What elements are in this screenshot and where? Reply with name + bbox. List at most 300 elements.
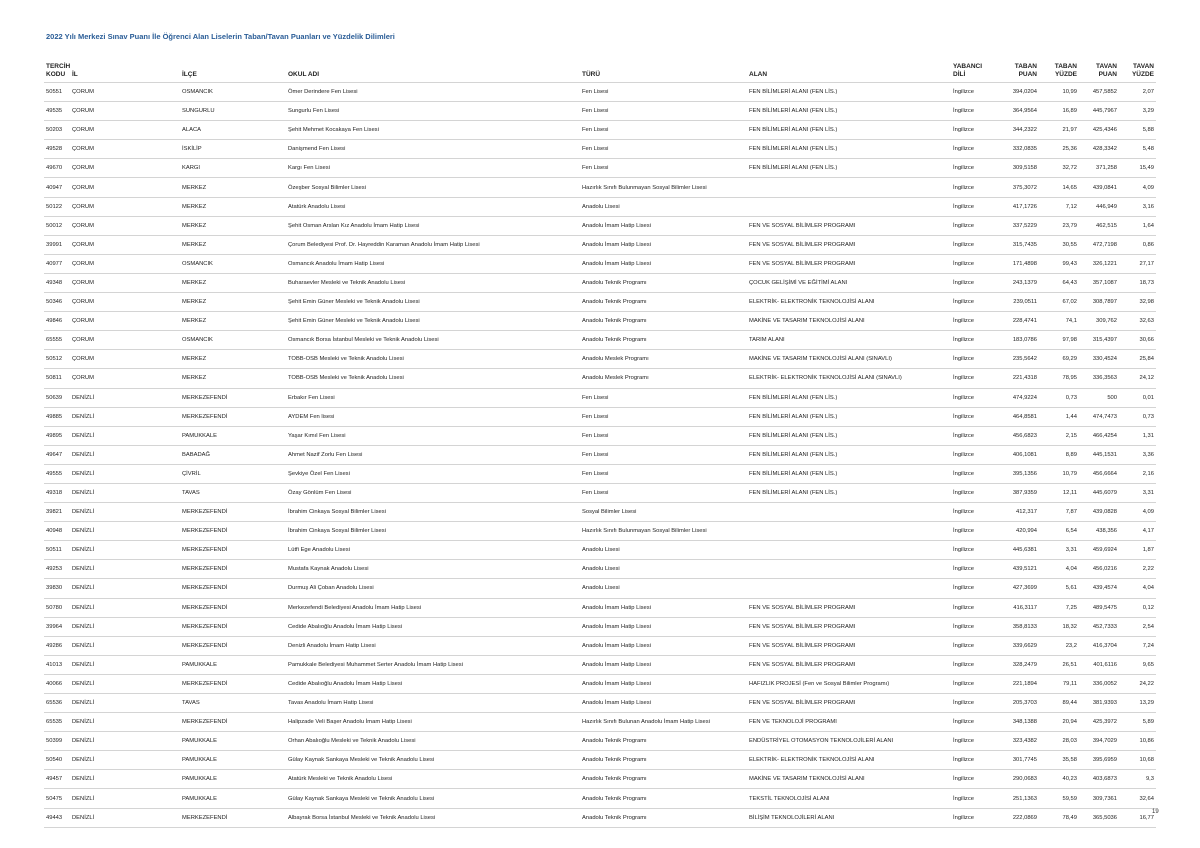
- cell-alan: ELEKTRİK- ELEKTRONİK TEKNOLOJİSİ ALANI: [747, 751, 951, 770]
- cell-il: DENİZLİ: [70, 789, 180, 808]
- cell-tercih-kodu: 50399: [44, 732, 70, 751]
- cell-yabanci-dili: İngilizce: [951, 674, 997, 693]
- cell-turu: Anadolu Teknik Programı: [580, 312, 747, 331]
- cell-tavan-yuzde: 2,07: [1119, 83, 1156, 102]
- cell-tercih-kodu: 49555: [44, 464, 70, 483]
- cell-taban-puan: 171,4898: [997, 254, 1039, 273]
- cell-alan: [747, 541, 951, 560]
- cell-il: ÇORUM: [70, 178, 180, 197]
- cell-tavan-puan: 500: [1079, 388, 1119, 407]
- cell-taban-puan: 406,1081: [997, 445, 1039, 464]
- table-row: [44, 598, 1156, 617]
- cell-ilce: OSMANCIK: [180, 83, 286, 102]
- cell-turu: Hazırlık Sınıfı Bulunmayan Sosyal Bilimler Lisesi: [580, 522, 747, 541]
- header-tavan-yuzde: TAVAN YÜZDE: [1131, 63, 1154, 78]
- cell-taban-yuzde: 14,65: [1039, 178, 1079, 197]
- cell-tavan-yuzde: 9,65: [1119, 655, 1156, 674]
- table-row: [44, 254, 1156, 273]
- cell-tavan-puan: 438,356: [1079, 522, 1119, 541]
- cell-tavan-puan: 425,4346: [1079, 121, 1119, 140]
- cell-taban-yuzde: 7,12: [1039, 197, 1079, 216]
- cell-il: ÇORUM: [70, 293, 180, 312]
- cell-alan: BİLİŞİM TEKNOLOJİLERİ ALANI: [747, 808, 951, 827]
- cell-taban-puan: 339,6629: [997, 636, 1039, 655]
- cell-tercih-kodu: 50346: [44, 293, 70, 312]
- cell-yabanci-dili: İngilizce: [951, 789, 997, 808]
- cell-taban-puan: 221,4318: [997, 369, 1039, 388]
- cell-turu: Fen Lisesi: [580, 140, 747, 159]
- cell-tavan-yuzde: 32,63: [1119, 312, 1156, 331]
- cell-tavan-yuzde: 3,31: [1119, 483, 1156, 502]
- cell-okul-adi: Merkezefendi Belediyesi Anadolu İmam Hatip Lisesi: [286, 598, 580, 617]
- header-ilce: İLÇE: [182, 71, 197, 78]
- cell-il: ÇORUM: [70, 235, 180, 254]
- cell-tavan-puan: 425,3972: [1079, 713, 1119, 732]
- schools-table: [44, 54, 1156, 828]
- cell-tavan-puan: 445,6079: [1079, 483, 1119, 502]
- table-row: [44, 464, 1156, 483]
- cell-turu: Anadolu Teknik Programı: [580, 732, 747, 751]
- cell-taban-puan: 395,1356: [997, 464, 1039, 483]
- cell-tavan-puan: 326,1221: [1079, 254, 1119, 273]
- table-row: [44, 216, 1156, 235]
- cell-ilce: MERKEZEFENDİ: [180, 598, 286, 617]
- cell-turu: Anadolu İmam Hatip Lisesi: [580, 636, 747, 655]
- cell-turu: Fen Lisesi: [580, 445, 747, 464]
- cell-il: DENİZLİ: [70, 522, 180, 541]
- cell-ilce: MERKEZEFENDİ: [180, 503, 286, 522]
- table-row: [44, 560, 1156, 579]
- cell-taban-yuzde: 20,94: [1039, 713, 1079, 732]
- cell-tavan-puan: 403,6873: [1079, 770, 1119, 789]
- cell-tavan-puan: 428,3342: [1079, 140, 1119, 159]
- cell-yabanci-dili: İngilizce: [951, 426, 997, 445]
- cell-tavan-yuzde: 3,16: [1119, 197, 1156, 216]
- cell-yabanci-dili: İngilizce: [951, 655, 997, 674]
- table-row: [44, 770, 1156, 789]
- cell-taban-yuzde: 97,98: [1039, 331, 1079, 350]
- cell-tavan-puan: 474,7473: [1079, 407, 1119, 426]
- cell-ilce: MERKEZ: [180, 197, 286, 216]
- cell-il: DENİZLİ: [70, 426, 180, 445]
- cell-taban-yuzde: 18,32: [1039, 617, 1079, 636]
- cell-turu: Anadolu Teknik Programı: [580, 331, 747, 350]
- cell-tavan-yuzde: 3,36: [1119, 445, 1156, 464]
- cell-tavan-puan: 439,4574: [1079, 579, 1119, 598]
- table-row: [44, 369, 1156, 388]
- cell-ilce: OSMANCIK: [180, 254, 286, 273]
- cell-tavan-puan: 401,6116: [1079, 655, 1119, 674]
- cell-tavan-puan: 456,6664: [1079, 464, 1119, 483]
- table-row: [44, 483, 1156, 502]
- cell-taban-yuzde: 16,89: [1039, 102, 1079, 121]
- cell-turu: Fen Lisesi: [580, 407, 747, 426]
- cell-ilce: ALACA: [180, 121, 286, 140]
- cell-alan: [747, 503, 951, 522]
- cell-tavan-yuzde: 1,87: [1119, 541, 1156, 560]
- cell-alan: FEN VE SOSYAL BİLİMLER PROGRAMI: [747, 235, 951, 254]
- cell-yabanci-dili: İngilizce: [951, 159, 997, 178]
- cell-okul-adi: Danişmend Fen Lisesi: [286, 140, 580, 159]
- cell-yabanci-dili: İngilizce: [951, 636, 997, 655]
- cell-yabanci-dili: İngilizce: [951, 331, 997, 350]
- cell-turu: Anadolu İmam Hatip Lisesi: [580, 235, 747, 254]
- cell-alan: [747, 560, 951, 579]
- cell-taban-puan: 427,3699: [997, 579, 1039, 598]
- cell-yabanci-dili: İngilizce: [951, 579, 997, 598]
- cell-tavan-puan: 456,0216: [1079, 560, 1119, 579]
- cell-okul-adi: Pamukkale Belediyesi Muhammet Serter Anadolu İmam Hatip Lisesi: [286, 655, 580, 674]
- cell-ilce: MERKEZ: [180, 312, 286, 331]
- cell-ilce: MERKEZ: [180, 369, 286, 388]
- table-row: [44, 388, 1156, 407]
- cell-yabanci-dili: İngilizce: [951, 694, 997, 713]
- cell-ilce: KARGI: [180, 159, 286, 178]
- header-tercih-kodu: TERCİH KODU: [46, 63, 71, 78]
- cell-yabanci-dili: İngilizce: [951, 312, 997, 331]
- cell-okul-adi: Cedide Abalıoğlu Anadolu İmam Hatip Lisesi: [286, 674, 580, 693]
- cell-yabanci-dili: İngilizce: [951, 273, 997, 292]
- cell-tercih-kodu: 49528: [44, 140, 70, 159]
- cell-taban-yuzde: 35,58: [1039, 751, 1079, 770]
- cell-tavan-puan: 457,5852: [1079, 83, 1119, 102]
- cell-yabanci-dili: İngilizce: [951, 503, 997, 522]
- cell-tavan-yuzde: 25,84: [1119, 350, 1156, 369]
- cell-alan: FEN BİLİMLERİ ALANI (FEN LİS.): [747, 159, 951, 178]
- cell-tercih-kodu: 39964: [44, 617, 70, 636]
- cell-alan: FEN BİLİMLERİ ALANI (FEN LİS.): [747, 445, 951, 464]
- cell-taban-yuzde: 74,1: [1039, 312, 1079, 331]
- cell-yabanci-dili: İngilizce: [951, 350, 997, 369]
- cell-il: ÇORUM: [70, 273, 180, 292]
- cell-il: DENİZLİ: [70, 541, 180, 560]
- cell-tavan-puan: 439,0841: [1079, 178, 1119, 197]
- cell-taban-puan: 309,5158: [997, 159, 1039, 178]
- cell-alan: FEN VE SOSYAL BİLİMLER PROGRAMI: [747, 216, 951, 235]
- cell-il: DENİZLİ: [70, 617, 180, 636]
- cell-okul-adi: Yaşar Kımıl Fen Lisesi: [286, 426, 580, 445]
- cell-ilce: PAMUKKALE: [180, 751, 286, 770]
- cell-taban-puan: 445,6381: [997, 541, 1039, 560]
- document-title: 2022 Yılı Merkezi Sınav Puanı İle Öğrenci Alan Liselerin Taban/Tavan Puanları ve Yüzdelik Dilimleri: [46, 32, 395, 41]
- cell-il: ÇORUM: [70, 102, 180, 121]
- cell-yabanci-dili: İngilizce: [951, 388, 997, 407]
- cell-tavan-yuzde: 0,73: [1119, 407, 1156, 426]
- cell-tavan-puan: 395,6959: [1079, 751, 1119, 770]
- cell-il: DENİZLİ: [70, 694, 180, 713]
- cell-tavan-puan: 308,7897: [1079, 293, 1119, 312]
- table-row: [44, 273, 1156, 292]
- cell-tavan-yuzde: 32,64: [1119, 789, 1156, 808]
- cell-yabanci-dili: İngilizce: [951, 598, 997, 617]
- cell-alan: FEN BİLİMLERİ ALANI (FEN LİS.): [747, 140, 951, 159]
- table-row: [44, 789, 1156, 808]
- cell-alan: FEN VE TEKNOLOJİ PROGRAMI: [747, 713, 951, 732]
- cell-taban-yuzde: 30,55: [1039, 235, 1079, 254]
- cell-tavan-yuzde: 4,09: [1119, 178, 1156, 197]
- cell-ilce: MERKEZ: [180, 273, 286, 292]
- cell-yabanci-dili: İngilizce: [951, 407, 997, 426]
- cell-tavan-yuzde: 24,22: [1119, 674, 1156, 693]
- cell-ilce: İSKİLİP: [180, 140, 286, 159]
- cell-okul-adi: Şehit Mehmet Kocakaya Fen Lisesi: [286, 121, 580, 140]
- cell-tercih-kodu: 40977: [44, 254, 70, 273]
- cell-tavan-yuzde: 5,48: [1119, 140, 1156, 159]
- cell-ilce: MERKEZEFENDİ: [180, 579, 286, 598]
- cell-tercih-kodu: 50122: [44, 197, 70, 216]
- cell-taban-yuzde: 4,04: [1039, 560, 1079, 579]
- cell-taban-puan: 337,5229: [997, 216, 1039, 235]
- cell-tercih-kodu: 50780: [44, 598, 70, 617]
- table-row: [44, 579, 1156, 598]
- cell-okul-adi: Denizli Anadolu İmam Hatip Lisesi: [286, 636, 580, 655]
- table-row: [44, 159, 1156, 178]
- cell-tercih-kodu: 40947: [44, 178, 70, 197]
- cell-alan: ELEKTRİK- ELEKTRONİK TEKNOLOJİSİ ALANI: [747, 293, 951, 312]
- cell-tavan-puan: 489,5475: [1079, 598, 1119, 617]
- cell-taban-puan: 417,1726: [997, 197, 1039, 216]
- cell-alan: FEN VE SOSYAL BİLİMLER PROGRAMI: [747, 694, 951, 713]
- cell-tercih-kodu: 50203: [44, 121, 70, 140]
- cell-tavan-yuzde: 16,77: [1119, 808, 1156, 827]
- cell-il: ÇORUM: [70, 140, 180, 159]
- table-row: [44, 235, 1156, 254]
- cell-ilce: ÇİVRİL: [180, 464, 286, 483]
- cell-ilce: MERKEZEFENDİ: [180, 674, 286, 693]
- table-row: [44, 713, 1156, 732]
- cell-ilce: OSMANCIK: [180, 331, 286, 350]
- cell-turu: Fen Lisesi: [580, 388, 747, 407]
- cell-tavan-puan: 466,4254: [1079, 426, 1119, 445]
- cell-ilce: PAMUKKALE: [180, 426, 286, 445]
- cell-tercih-kodu: 49535: [44, 102, 70, 121]
- cell-turu: Sosyal Bilimler Lisesi: [580, 503, 747, 522]
- cell-il: ÇORUM: [70, 197, 180, 216]
- cell-okul-adi: İbrahim Cinkaya Sosyal Bilimler Lisesi: [286, 522, 580, 541]
- cell-turu: Fen Lisesi: [580, 426, 747, 445]
- table-row: [44, 331, 1156, 350]
- cell-tercih-kodu: 50475: [44, 789, 70, 808]
- cell-taban-yuzde: 59,59: [1039, 789, 1079, 808]
- cell-tercih-kodu: 50540: [44, 751, 70, 770]
- cell-il: ÇORUM: [70, 369, 180, 388]
- cell-turu: Anadolu İmam Hatip Lisesi: [580, 254, 747, 273]
- cell-taban-puan: 235,5642: [997, 350, 1039, 369]
- cell-alan: ÇOCUK GELİŞİMİ VE EĞİTİMİ ALANI: [747, 273, 951, 292]
- cell-ilce: MERKEZEFENDİ: [180, 388, 286, 407]
- cell-tavan-puan: 446,949: [1079, 197, 1119, 216]
- cell-alan: FEN BİLİMLERİ ALANI (FEN LİS.): [747, 483, 951, 502]
- cell-alan: FEN BİLİMLERİ ALANI (FEN LİS.): [747, 83, 951, 102]
- header-turu: TÜRÜ: [582, 71, 601, 78]
- cell-yabanci-dili: İngilizce: [951, 732, 997, 751]
- cell-taban-yuzde: 1,44: [1039, 407, 1079, 426]
- cell-il: DENİZLİ: [70, 388, 180, 407]
- cell-alan: FEN BİLİMLERİ ALANI (FEN LİS.): [747, 102, 951, 121]
- cell-ilce: TAVAS: [180, 694, 286, 713]
- cell-taban-yuzde: 40,23: [1039, 770, 1079, 789]
- cell-taban-yuzde: 10,79: [1039, 464, 1079, 483]
- cell-okul-adi: Erbakır Fen Lisesi: [286, 388, 580, 407]
- cell-yabanci-dili: İngilizce: [951, 197, 997, 216]
- cell-taban-yuzde: 21,97: [1039, 121, 1079, 140]
- cell-okul-adi: İbrahim Cinkaya Sosyal Bilimler Lisesi: [286, 503, 580, 522]
- cell-taban-yuzde: 99,43: [1039, 254, 1079, 273]
- cell-turu: Fen Lisesi: [580, 159, 747, 178]
- cell-turu: Fen Lisesi: [580, 83, 747, 102]
- cell-turu: Anadolu Lisesi: [580, 579, 747, 598]
- cell-okul-adi: Mustafa Kaynak Anadolu Lisesi: [286, 560, 580, 579]
- cell-taban-yuzde: 2,15: [1039, 426, 1079, 445]
- cell-tavan-puan: 381,9393: [1079, 694, 1119, 713]
- cell-ilce: MERKEZEFENDİ: [180, 560, 286, 579]
- table-row: [44, 445, 1156, 464]
- cell-okul-adi: Özeşber Sosyal Bilimler Lisesi: [286, 178, 580, 197]
- cell-taban-puan: 221,1894: [997, 674, 1039, 693]
- cell-turu: Anadolu İmam Hatip Lisesi: [580, 694, 747, 713]
- cell-alan: FEN VE SOSYAL BİLİMLER PROGRAMI: [747, 598, 951, 617]
- cell-okul-adi: Albayrak Borsa İstanbul Mesleki ve Teknik Anadolu Lisesi: [286, 808, 580, 827]
- cell-il: DENİZLİ: [70, 636, 180, 655]
- cell-taban-puan: 420,994: [997, 522, 1039, 541]
- cell-taban-yuzde: 12,11: [1039, 483, 1079, 502]
- cell-turu: Anadolu Lisesi: [580, 560, 747, 579]
- cell-okul-adi: TOBB-OSB Mesleki ve Teknik Anadolu Lisesi: [286, 369, 580, 388]
- cell-taban-yuzde: 3,31: [1039, 541, 1079, 560]
- cell-yabanci-dili: İngilizce: [951, 83, 997, 102]
- table-row: [44, 732, 1156, 751]
- cell-tercih-kodu: 40066: [44, 674, 70, 693]
- table-row: [44, 694, 1156, 713]
- cell-tavan-yuzde: 1,64: [1119, 216, 1156, 235]
- cell-turu: Anadolu Teknik Programı: [580, 789, 747, 808]
- cell-taban-puan: 456,6823: [997, 426, 1039, 445]
- cell-taban-puan: 412,317: [997, 503, 1039, 522]
- cell-tercih-kodu: 49647: [44, 445, 70, 464]
- cell-yabanci-dili: İngilizce: [951, 178, 997, 197]
- cell-tavan-yuzde: 9,3: [1119, 770, 1156, 789]
- cell-tercih-kodu: 39830: [44, 579, 70, 598]
- cell-taban-puan: 416,3117: [997, 598, 1039, 617]
- cell-ilce: PAMUKKALE: [180, 789, 286, 808]
- cell-yabanci-dili: İngilizce: [951, 369, 997, 388]
- cell-ilce: MERKEZEFENDİ: [180, 617, 286, 636]
- cell-yabanci-dili: İngilizce: [951, 216, 997, 235]
- cell-turu: Anadolu Teknik Programı: [580, 751, 747, 770]
- cell-yabanci-dili: İngilizce: [951, 102, 997, 121]
- cell-taban-puan: 183,0786: [997, 331, 1039, 350]
- cell-il: DENİZLİ: [70, 579, 180, 598]
- table-row: [44, 350, 1156, 369]
- cell-yabanci-dili: İngilizce: [951, 121, 997, 140]
- cell-okul-adi: Atatürk Anadolu Lisesi: [286, 197, 580, 216]
- cell-ilce: MERKEZ: [180, 178, 286, 197]
- cell-taban-puan: 358,8133: [997, 617, 1039, 636]
- cell-tavan-yuzde: 2,22: [1119, 560, 1156, 579]
- cell-ilce: PAMUKKALE: [180, 770, 286, 789]
- cell-turu: Anadolu Meslek Programı: [580, 369, 747, 388]
- cell-ilce: MERKEZEFENDİ: [180, 808, 286, 827]
- cell-taban-yuzde: 32,72: [1039, 159, 1079, 178]
- cell-alan: FEN VE SOSYAL BİLİMLER PROGRAMI: [747, 636, 951, 655]
- cell-turu: Anadolu Lisesi: [580, 541, 747, 560]
- cell-yabanci-dili: İngilizce: [951, 464, 997, 483]
- cell-taban-puan: 239,0511: [997, 293, 1039, 312]
- cell-taban-yuzde: 23,2: [1039, 636, 1079, 655]
- cell-ilce: MERKEZ: [180, 216, 286, 235]
- cell-taban-puan: 205,3703: [997, 694, 1039, 713]
- cell-tercih-kodu: 50551: [44, 83, 70, 102]
- cell-alan: ENDÜSTRİYEL OTOMASYON TEKNOLOJİLERİ ALANI: [747, 732, 951, 751]
- cell-okul-adi: Cedide Abalıoğlu Anadolu İmam Hatip Lisesi: [286, 617, 580, 636]
- table-row: [44, 178, 1156, 197]
- table-row: [44, 293, 1156, 312]
- cell-tercih-kodu: 49457: [44, 770, 70, 789]
- cell-il: DENİZLİ: [70, 445, 180, 464]
- page-number: 19: [1152, 809, 1159, 815]
- cell-alan: MAKİNE VE TASARIM TEKNOLOJİSİ ALANI: [747, 312, 951, 331]
- cell-tavan-puan: 452,7333: [1079, 617, 1119, 636]
- cell-taban-yuzde: 89,44: [1039, 694, 1079, 713]
- cell-taban-yuzde: 26,51: [1039, 655, 1079, 674]
- table-row: [44, 197, 1156, 216]
- cell-tavan-puan: 371,258: [1079, 159, 1119, 178]
- cell-taban-yuzde: 78,49: [1039, 808, 1079, 827]
- cell-taban-yuzde: 7,25: [1039, 598, 1079, 617]
- cell-il: DENİZLİ: [70, 483, 180, 502]
- cell-alan: MAKİNE VE TASARIM TEKNOLOJİSİ ALANI (SINAVLI): [747, 350, 951, 369]
- cell-taban-puan: 328,2479: [997, 655, 1039, 674]
- cell-tavan-yuzde: 0,01: [1119, 388, 1156, 407]
- cell-tavan-puan: 336,3563: [1079, 369, 1119, 388]
- cell-tavan-puan: 439,0828: [1079, 503, 1119, 522]
- cell-tavan-yuzde: 10,86: [1119, 732, 1156, 751]
- cell-taban-puan: 394,0204: [997, 83, 1039, 102]
- cell-tavan-yuzde: 1,31: [1119, 426, 1156, 445]
- cell-il: DENİZLİ: [70, 732, 180, 751]
- cell-il: DENİZLİ: [70, 655, 180, 674]
- cell-tercih-kodu: 65536: [44, 694, 70, 713]
- cell-turu: Anadolu Teknik Programı: [580, 273, 747, 292]
- cell-okul-adi: Sungurlu Fen Lisesi: [286, 102, 580, 121]
- cell-tercih-kodu: 49670: [44, 159, 70, 178]
- table-header-row: [44, 54, 1156, 83]
- cell-alan: TEKSTİL TEKNOLOJİSİ ALANI: [747, 789, 951, 808]
- cell-taban-puan: 364,9564: [997, 102, 1039, 121]
- table-row: [44, 674, 1156, 693]
- cell-yabanci-dili: İngilizce: [951, 254, 997, 273]
- table-row: [44, 83, 1156, 102]
- table-row: [44, 751, 1156, 770]
- table-row: [44, 503, 1156, 522]
- cell-turu: Anadolu Teknik Programı: [580, 293, 747, 312]
- cell-tercih-kodu: 49286: [44, 636, 70, 655]
- cell-tavan-puan: 336,0052: [1079, 674, 1119, 693]
- cell-tercih-kodu: 49846: [44, 312, 70, 331]
- cell-il: DENİZLİ: [70, 560, 180, 579]
- cell-okul-adi: Şehit Emin Güner Mesleki ve Teknik Anadolu Lisesi: [286, 312, 580, 331]
- cell-turu: Fen Lisesi: [580, 483, 747, 502]
- cell-okul-adi: Durmuş Ali Çoban Anadolu Lisesi: [286, 579, 580, 598]
- cell-ilce: BABADAĞ: [180, 445, 286, 464]
- cell-tercih-kodu: 65555: [44, 331, 70, 350]
- cell-taban-puan: 387,9359: [997, 483, 1039, 502]
- cell-tavan-yuzde: 13,29: [1119, 694, 1156, 713]
- cell-tavan-yuzde: 5,88: [1119, 121, 1156, 140]
- cell-tavan-yuzde: 27,17: [1119, 254, 1156, 273]
- cell-tercih-kodu: 50811: [44, 369, 70, 388]
- header-alan: ALAN: [749, 71, 768, 78]
